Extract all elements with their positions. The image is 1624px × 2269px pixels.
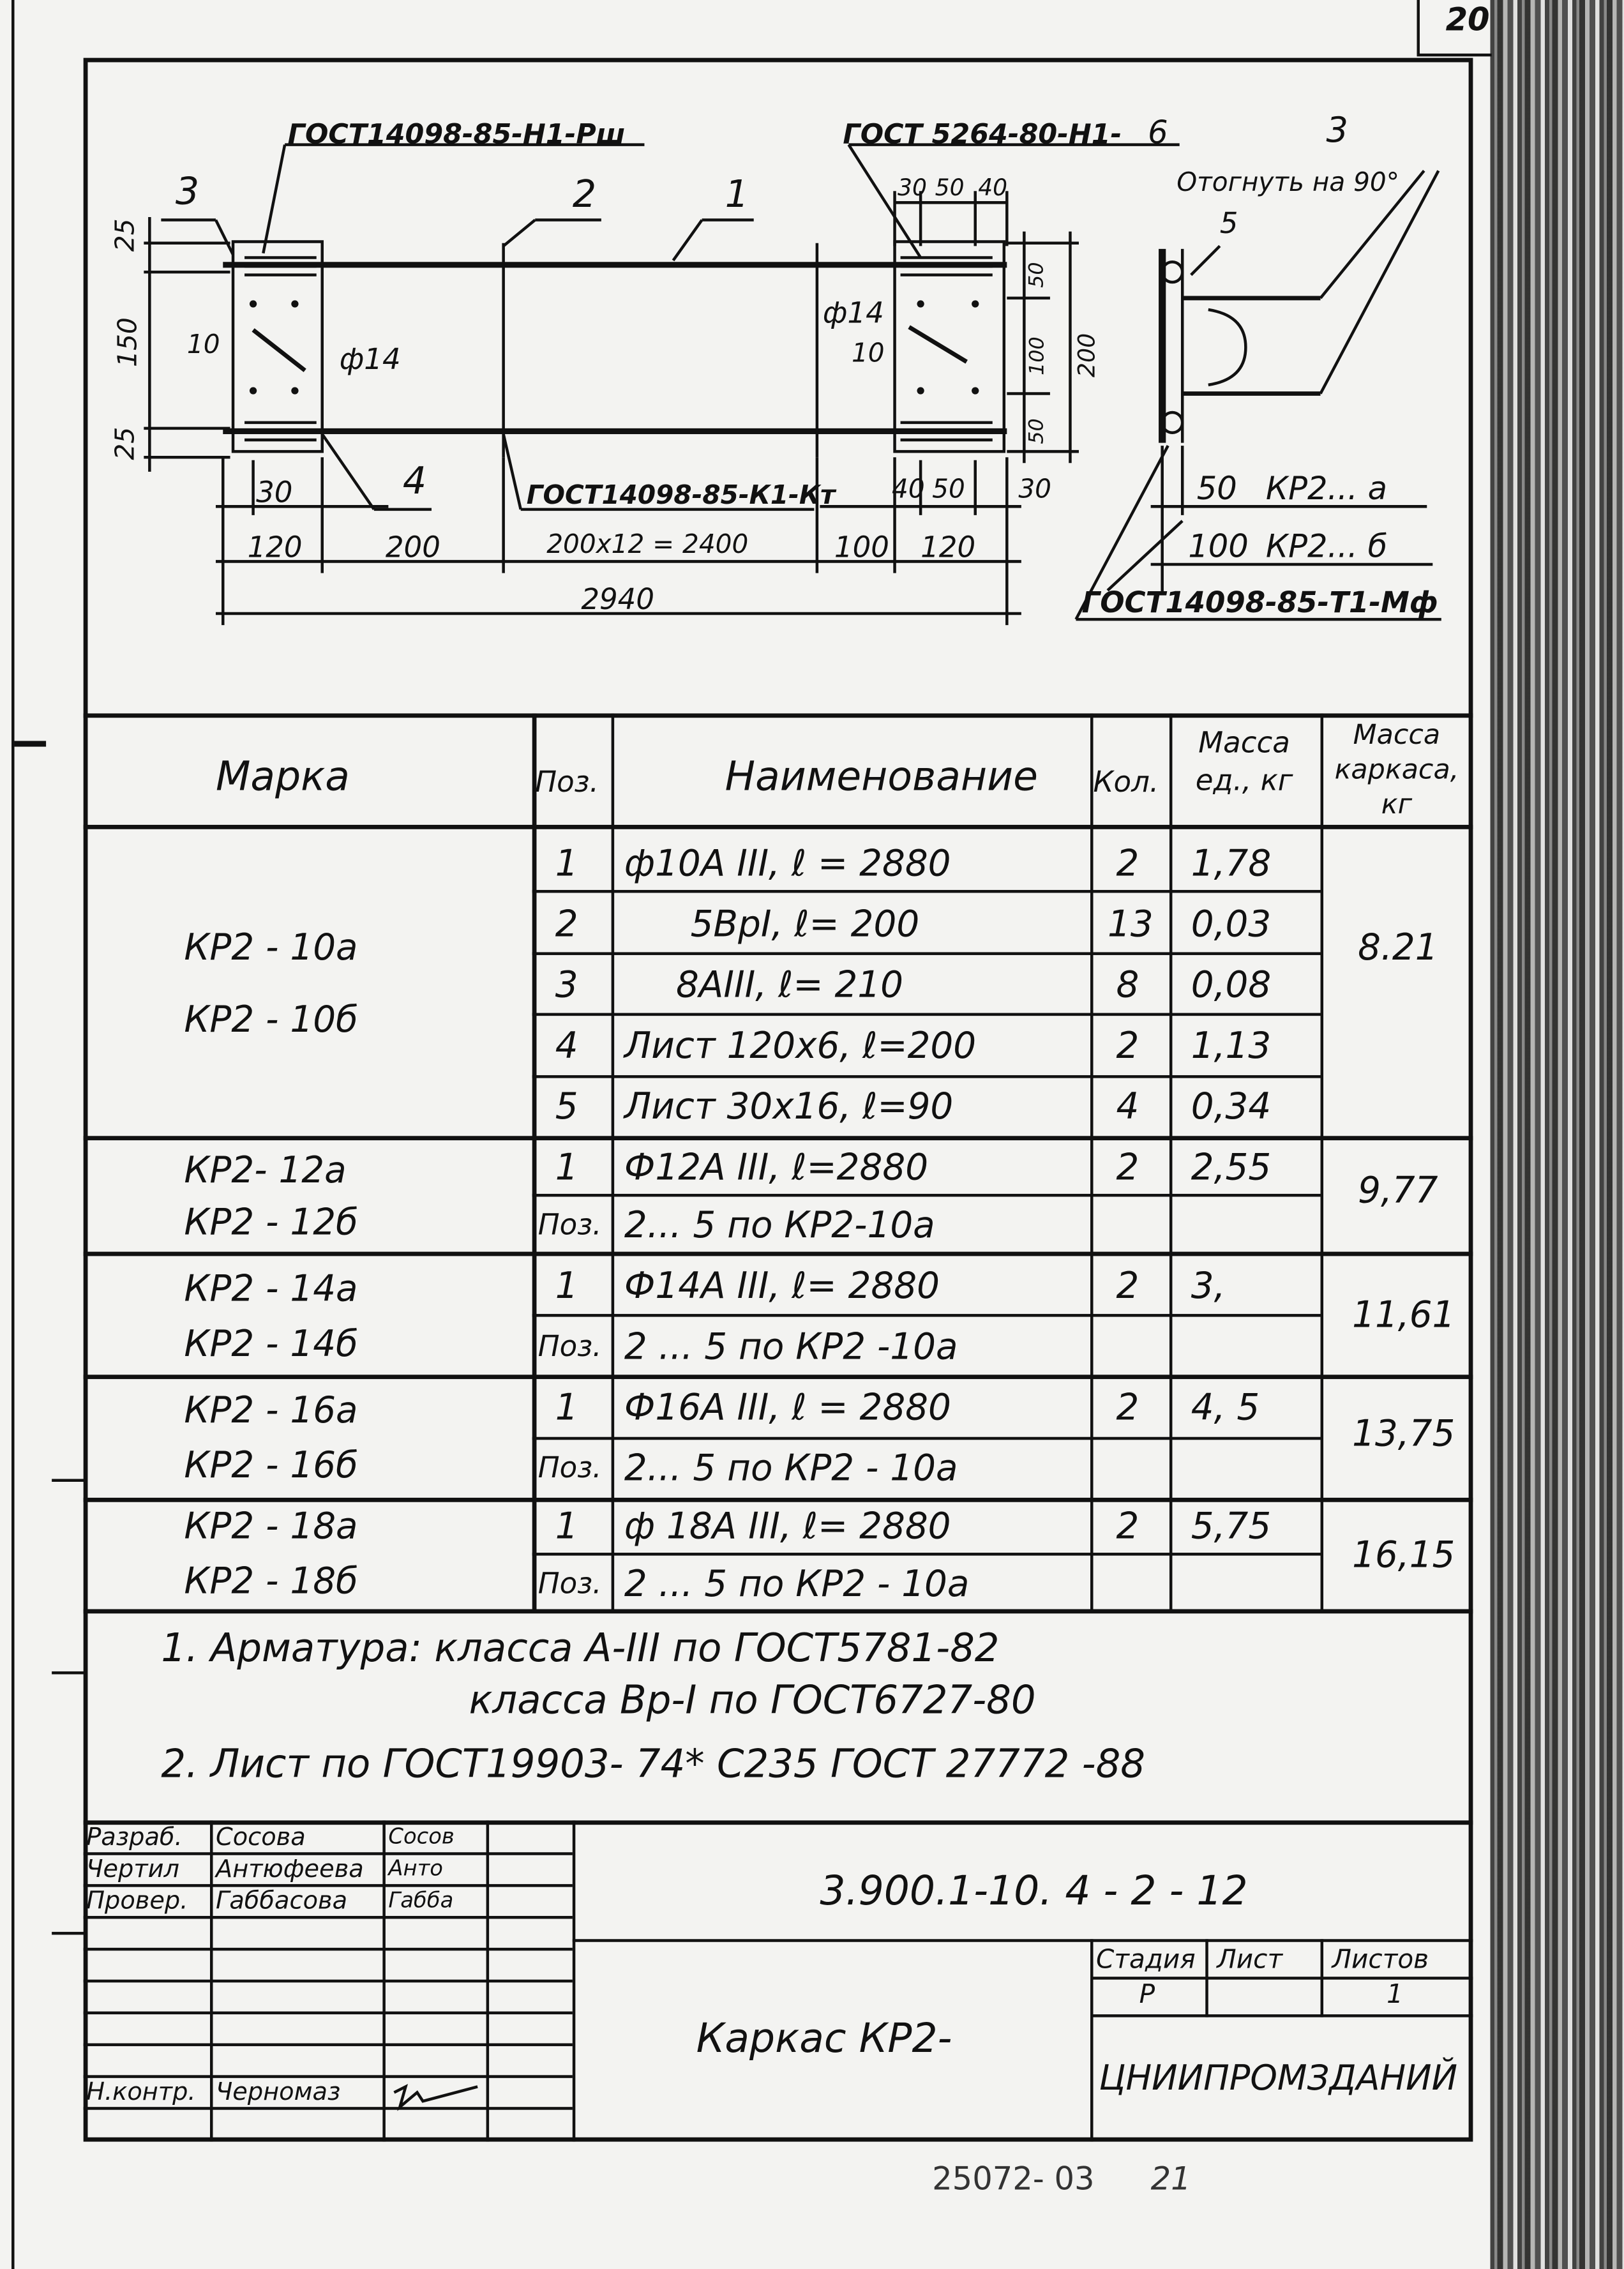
group3-mark-b: КР2 - 14б [184, 1322, 358, 1365]
signature-row [84, 1916, 573, 1919]
position-1: 1 [725, 173, 749, 217]
signature-row [84, 1980, 573, 1983]
table-col-divider [1169, 713, 1173, 1610]
dim-left-mid: 150 [113, 317, 144, 367]
group-divider [84, 1252, 1473, 1256]
footer-page: 21 [1150, 2162, 1191, 2198]
dim-120-right: 120 [921, 529, 976, 564]
g1r4-qty: 2 [1116, 1024, 1139, 1067]
group5-frame-mass: 16,15 [1352, 1534, 1455, 1576]
position-3-right: 3 [1326, 110, 1348, 151]
g3r1-mass: 3, [1191, 1265, 1226, 1307]
row-divider [532, 1013, 1321, 1016]
stage-value: Р [1139, 1979, 1155, 2010]
g1r3-name: 8АIII, ℓ= 210 [676, 963, 904, 1006]
g1r3-mass: 0,08 [1191, 963, 1272, 1006]
sign-drafter: Анто [388, 1855, 443, 1881]
sheet-label: Лист [1217, 1945, 1283, 1975]
group3-frame-mass: 11,61 [1352, 1293, 1455, 1336]
role-norm-control: Н.контр. [86, 2077, 196, 2107]
table-top-border [84, 713, 1473, 718]
margin-tick [52, 1671, 86, 1675]
g1r3-pos: 3 [555, 963, 578, 1006]
position-2: 2 [572, 173, 597, 217]
side-mark-a: КР2... а [1265, 471, 1387, 508]
row-divider [532, 952, 1321, 955]
g3r1-qty: 2 [1116, 1265, 1139, 1307]
stage-label: Стадия [1096, 1945, 1196, 1975]
g2r1-pos: 1 [555, 1146, 578, 1188]
dim-200: 200 [385, 529, 440, 564]
position-3-left: 3 [175, 170, 200, 215]
row-divider [532, 1075, 1321, 1078]
side-dim-a: 50 [1196, 471, 1237, 508]
role-drafter: Чертил [86, 1855, 180, 1885]
g1r2-mass: 0,03 [1191, 903, 1272, 946]
header-mark: Марка [215, 752, 350, 801]
g5r1-name: ф 18А III, ℓ= 2880 [624, 1505, 951, 1547]
g3r2-name: 2 ... 5 по КР2 -10а [624, 1325, 958, 1368]
group5-mark-a: КР2 - 18а [184, 1505, 358, 1547]
dim-right-bottom: 50 [1025, 418, 1049, 444]
dim-100: 100 [834, 529, 889, 564]
g1r5-qty: 4 [1116, 1085, 1139, 1127]
g3r1-name: Ф14А III, ℓ= 2880 [624, 1265, 940, 1307]
row-divider [532, 1437, 1321, 1440]
g4r1-pos: 1 [555, 1386, 578, 1429]
dim-left-bottom: 25 [110, 426, 141, 460]
g2r1-qty: 2 [1116, 1146, 1139, 1188]
g3r1-pos: 1 [555, 1265, 578, 1307]
sheets-value: 1 [1387, 1979, 1403, 2010]
title-block-divider [1090, 2014, 1473, 2017]
g5r2-name: 2 ... 5 по КР2 - 10а [624, 1562, 970, 1605]
dim-left-top: 25 [110, 218, 141, 252]
gost-bottom-mid: ГОСТ14098-85-К1-Кт [526, 480, 836, 511]
gost-weld-right: ГОСТ 5264-80-Н1- [843, 118, 1122, 151]
table-header-border [84, 825, 1473, 829]
note-2: 2. Лист по ГОСТ19903- 74* С235 ГОСТ 27772 -88 [161, 1742, 1146, 1788]
name-norm-control: Черномаз [215, 2077, 341, 2107]
side-dim-b: 100 [1188, 529, 1249, 566]
g1r1-qty: 2 [1116, 842, 1139, 884]
g1r2-name: 5ВрI, ℓ= 200 [690, 903, 920, 946]
dim-bottom-30-left: 30 [256, 474, 293, 509]
dim-120-left: 120 [247, 529, 303, 564]
row-divider [532, 1194, 1321, 1197]
group1-mark-a: КР2 - 10а [184, 926, 358, 969]
group5-mark-b: КР2 - 18б [184, 1560, 358, 1602]
header-frame-mass: Масса каркаса, кг [1334, 719, 1459, 821]
g1r3-qty: 8 [1116, 963, 1139, 1006]
archive-number: 25072- 03 [932, 2162, 1095, 2198]
g2r2-name: 2... 5 по КР2-10а [624, 1203, 935, 1246]
signature-row [84, 2043, 573, 2046]
group2-mark-b: КР2 - 12б [184, 1201, 358, 1244]
sign-developer: Сосов [388, 1823, 455, 1850]
title-block-divider [573, 1939, 1473, 1942]
signature-col [382, 1820, 386, 2141]
document-code: 3.900.1-10. 4 - 2 - 12 [820, 1866, 1248, 1915]
dim-bottom-30-right: 30 [1018, 474, 1051, 506]
dim-right-mid: 100 [1026, 336, 1049, 375]
g1r5-name: Лист 30х16, ℓ=90 [624, 1085, 954, 1127]
title-block-divider [1321, 1939, 1324, 2017]
organization: ЦНИИПРОМЗДАНИЙ [1099, 2058, 1458, 2099]
table-col-divider [612, 713, 615, 1610]
title-block-divider [1205, 1939, 1208, 2017]
group1-mark-b: КР2 - 10б [184, 998, 358, 1041]
g4r1-name: Ф16А III, ℓ = 2880 [624, 1386, 951, 1429]
margin-tick [52, 1932, 86, 1935]
position-5: 5 [1219, 205, 1238, 241]
row-divider [532, 890, 1321, 893]
diameter-left: ф14 [339, 341, 401, 377]
margin-tick [52, 1479, 86, 1482]
row-divider [532, 1314, 1321, 1317]
g5r1-pos: 1 [555, 1505, 578, 1547]
signature-col [486, 1820, 490, 2141]
dim-top-3: 40 [978, 173, 1008, 202]
corner-number: 20 [1445, 3, 1490, 40]
signature-col [210, 1820, 213, 2141]
position-4: 4 [402, 460, 427, 504]
note-1-cont: класса Вр-I по ГОСТ6727-80 [469, 1678, 1036, 1724]
bend-note: Отогнуть на 90° [1177, 167, 1400, 199]
gost-side: ГОСТ14098-85-Т1-Мф [1081, 584, 1438, 620]
g4r1-mass: 4, 5 [1191, 1386, 1260, 1429]
g5r2-pos: Поз. [538, 1565, 602, 1601]
dim-ten-left: 10 [186, 329, 220, 361]
g4r1-qty: 2 [1116, 1386, 1139, 1429]
g2r1-mass: 2,55 [1191, 1146, 1272, 1188]
header-name: Наименование [725, 752, 1038, 801]
g5r1-qty: 2 [1116, 1505, 1139, 1547]
header-quantity: Кол. [1093, 764, 1159, 799]
g1r1-mass: 1,78 [1191, 842, 1272, 884]
g2r1-name: Ф12А III, ℓ=2880 [624, 1146, 929, 1188]
name-drafter: Антюфеева [215, 1855, 364, 1885]
signature-row [84, 2107, 573, 2110]
group4-mark-a: КР2 - 16а [184, 1389, 358, 1431]
group-divider [84, 1375, 1473, 1379]
group4-mark-b: КР2 - 16б [184, 1444, 358, 1486]
g4r2-name: 2... 5 по КР2 - 10а [624, 1447, 958, 1489]
g1r5-mass: 0,34 [1191, 1085, 1272, 1127]
g1r5-pos: 5 [555, 1085, 578, 1127]
g1r4-name: Лист 120х6, ℓ=200 [624, 1024, 977, 1067]
note-1: 1. Арматура: класса А-III по ГОСТ5781-82 [161, 1626, 1000, 1671]
signature-row [84, 2012, 573, 2015]
dim-overall: 2940 [581, 582, 655, 617]
gost-weld-left: ГОСТ14098-85-Н1-Рш [287, 118, 626, 151]
g1r1-name: ф10А III, ℓ = 2880 [624, 842, 951, 884]
table-col-divider [532, 713, 537, 1610]
g1r4-pos: 4 [555, 1024, 578, 1067]
sign-checker: Габба [388, 1887, 454, 1913]
role-checker: Провер. [86, 1887, 188, 1916]
table-bottom-border [84, 1609, 1473, 1613]
dim-bottom-40: 40 [892, 474, 925, 506]
row-divider [532, 1553, 1321, 1556]
dim-stirrup-spacing: 200х12 = 2400 [546, 529, 749, 561]
dim-ten-right: 10 [851, 338, 885, 369]
title-block-divider [1090, 1939, 1094, 2141]
dim-right-top: 50 [1025, 262, 1049, 288]
group-divider [84, 1498, 1473, 1502]
role-developer: Разраб. [86, 1823, 183, 1853]
group-divider [84, 1136, 1473, 1140]
sheets-label: Листов [1332, 1945, 1429, 1975]
g3r2-pos: Поз. [538, 1328, 602, 1364]
dim-right-total: 200 [1072, 333, 1101, 378]
drawing-title: Каркас КР2- [696, 2014, 952, 2062]
name-checker: Габбасова [215, 1887, 348, 1916]
name-developer: Сосова [215, 1823, 306, 1853]
g1r2-qty: 13 [1108, 903, 1154, 946]
group1-frame-mass: 8.21 [1358, 926, 1438, 969]
margin-tick [15, 741, 47, 746]
g1r4-mass: 1,13 [1191, 1024, 1272, 1067]
g1r2-pos: 2 [555, 903, 578, 946]
g5r1-mass: 5,75 [1191, 1505, 1272, 1547]
group2-frame-mass: 9,77 [1358, 1169, 1438, 1212]
g1r1-pos: 1 [555, 842, 578, 884]
signature-row [84, 1948, 573, 1951]
group2-mark-a: КР2- 12а [184, 1149, 347, 1191]
side-mark-b: КР2... б [1265, 529, 1388, 566]
diameter-right: ф14 [822, 295, 884, 330]
signature-norm-control [391, 2081, 483, 2118]
dim-bottom-50: 50 [932, 474, 965, 506]
table-col-divider [1090, 713, 1094, 1610]
table-col-divider [1321, 713, 1324, 1610]
g4r2-pos: Поз. [538, 1450, 602, 1485]
group3-mark-a: КР2 - 14а [184, 1267, 358, 1310]
header-unit-mass: Масса ед., кг [1195, 725, 1293, 797]
weld-leg: 6 [1148, 116, 1168, 152]
g2r2-pos: Поз. [538, 1207, 602, 1242]
dim-top-2: 50 [935, 173, 965, 202]
group4-frame-mass: 13,75 [1352, 1412, 1455, 1454]
title-block-divider [573, 1820, 576, 2141]
dim-top-1: 30 [898, 173, 927, 202]
header-position: Поз. [535, 764, 599, 799]
